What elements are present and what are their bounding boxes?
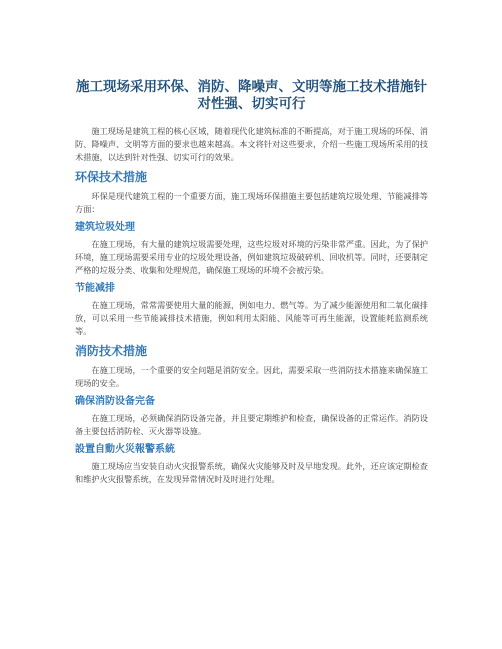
section-title-fire: 消防技术措施 xyxy=(75,344,148,358)
section-intro-environmental: 环保是现代建筑工程的一个重要方面，施工现场环保措施主要包括建筑垃圾处理、节能减排等方面： xyxy=(75,191,428,214)
subsection-text-waste: 在施工现场，有大量的建筑垃圾需要处理，这些垃圾对环境的污染非常严重。因此，为了保护环境，施工现场需要采用专业的垃圾处理设备，例如建筑垃圾破碎机、回收机等。同时，还要制定严格的垃圾分类、收集和处理规范，确保施工现场的环境不会被污染。 xyxy=(75,239,428,275)
subsection-text-alarm: 施工现场应当安装自动火灾报警系统，确保火灾能够及时及早地发现。此外，还应该定期检查和维护火灾报警系统，在发现异常情况时及时进行处理。 xyxy=(75,461,428,484)
section-title-environmental: 环保技术措施 xyxy=(75,170,148,184)
intro-paragraph: 施工现场是建筑工程的核心区域，随着现代化建筑标准的不断提高，对于施工现场的环保、消防、降噪声、文明等方面的要求也越来越高。本文将针对这些要求，介绍一些施工现场所采用的技术措施，以达到针对性强、切实可行的效果。 xyxy=(75,126,428,162)
subsection-title-equipment: 确保消防设备完备 xyxy=(75,396,155,407)
subsection-text-equipment: 在施工现场，必须确保消防设备完备，并且要定期维护和检查，确保设备的正常运作。消防设备主要包括消防栓、灭火器等设施。 xyxy=(75,413,428,436)
subsection-title-waste: 建筑垃圾处理 xyxy=(75,222,135,233)
subsection-title-alarm: 設置自動火災報警系統 xyxy=(75,444,175,455)
document-title: 施工现场采用环保、消防、降噪声、文明等施工技术措施针对性强、切实可行 xyxy=(76,79,427,112)
section-intro-fire: 在施工现场，一个重要的安全问题是消防安全。因此，需要采取一些消防技术措施来确保施工现场的安全。 xyxy=(75,365,428,388)
subsection-title-energy: 节能减排 xyxy=(75,283,115,294)
subsection-text-energy: 在施工现场，常常需要使用大量的能源，例如电力、燃气等。为了减少能源使用和二氧化碳排放，可以采用一些节能减排技术措施，例如利用太阳能、风能等可再生能源，设置能耗监测系统等。 xyxy=(75,300,428,336)
